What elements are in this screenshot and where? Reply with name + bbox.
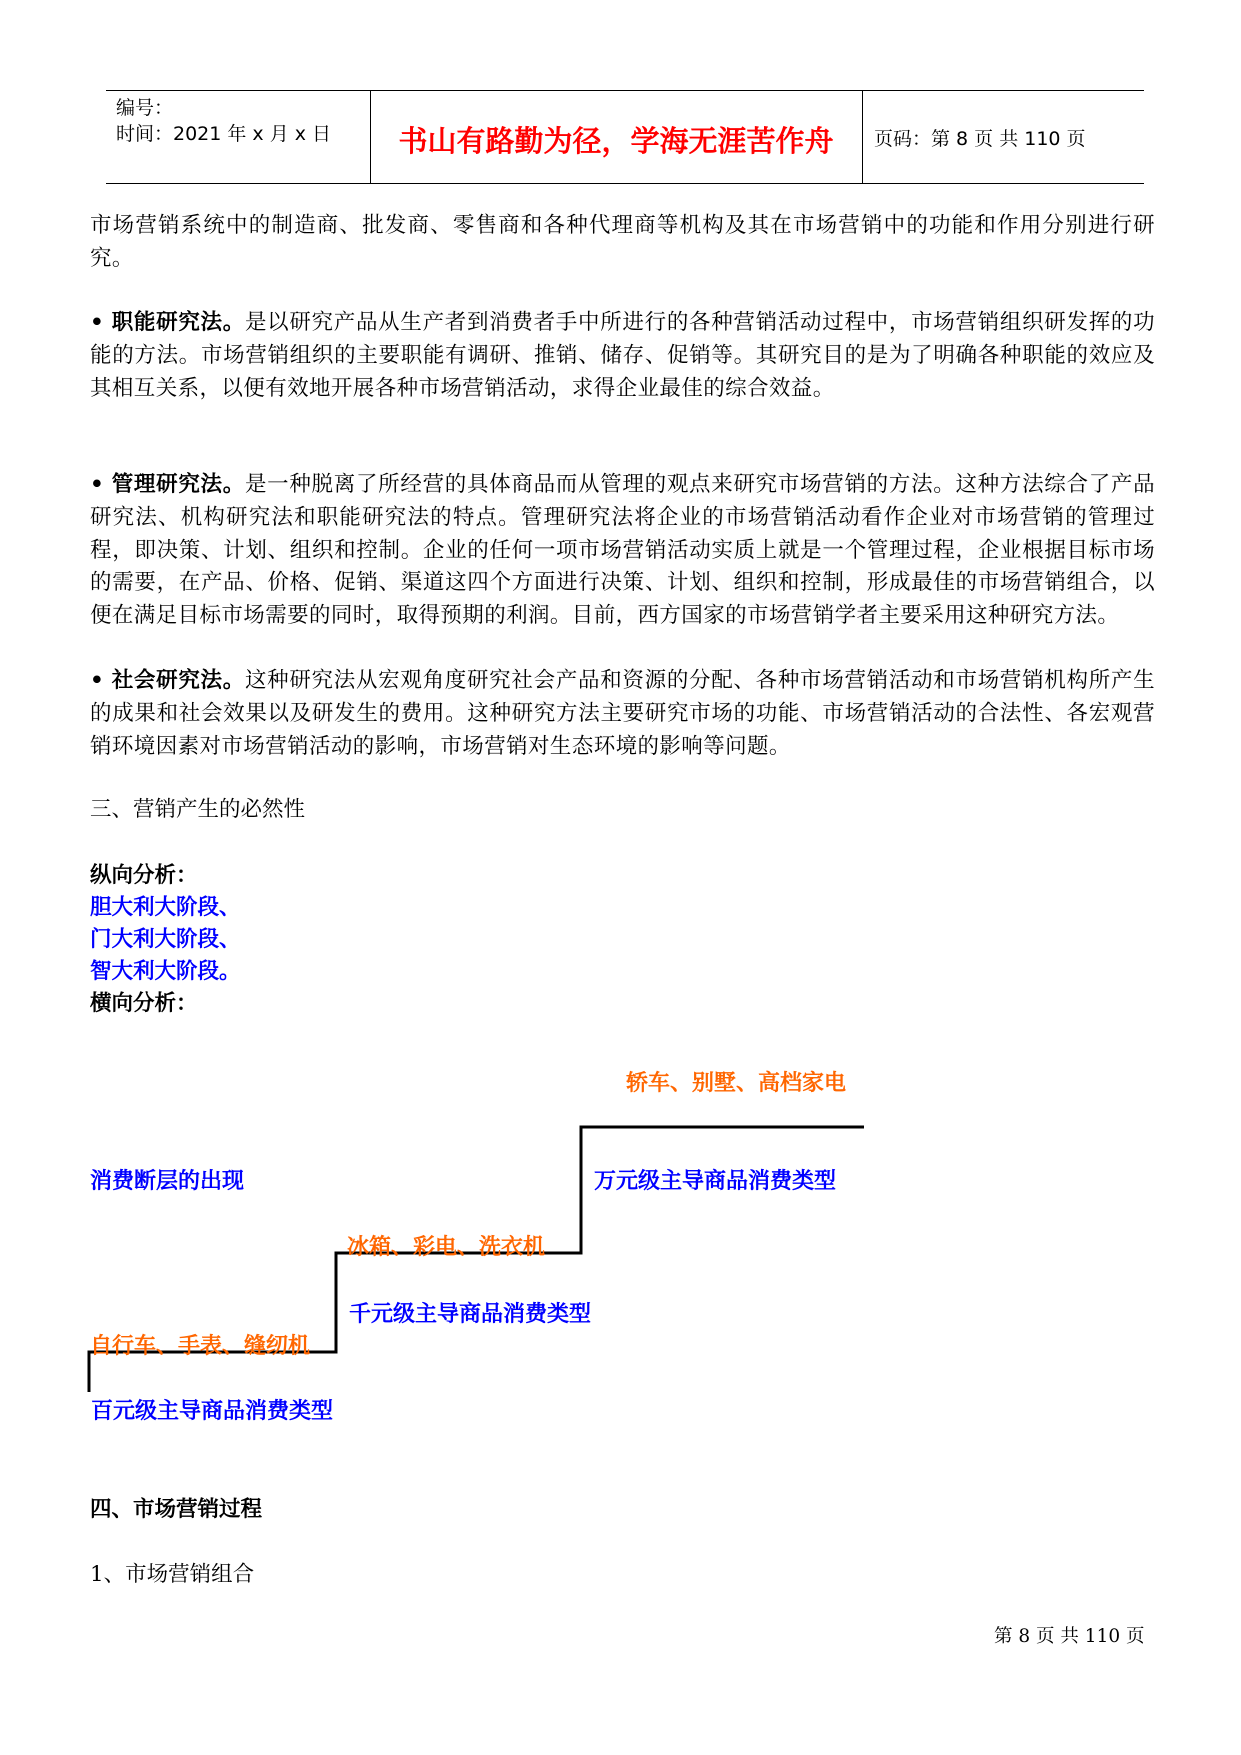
method-term: 管理研究法。 [111, 472, 245, 497]
intro-paragraph: 市场营销系统中的制造商、批发商、零售商和各种代理商等机构及其在市场营销中的功能和作用分别进行研究。 [90, 213, 1155, 271]
method-text: 是一种脱离了所经营的具体商品而从管理的观点来研究市场营销的方法。这种方法综合了产品研究法、机构研究法和职能研究法的特点。管理研究法将企业的市场营销活动看作企业对市场营销的管理过程，即决策、计划、组织和控制。企业的任何一项市场营销活动实质上就是一个管理过程，企业根据目标市场的需要，在产品、价格、促销、渠道这四个方面进行决策、计划、组织和控制，形成最佳的市场营销组合，以便在满足目标市场需要的同时，取得预期的利润。目前，西方国家的市场营销学者主要采用这种研究方法。 [90, 472, 1156, 629]
level2-goods: 冰箱、彩电、洗衣机 [347, 1235, 546, 1260]
level1-consumption-type: 百元级主导商品消费类型 [91, 1399, 334, 1424]
bullet: • [90, 668, 105, 693]
section-4-title: 四、市场营销过程 [90, 1497, 263, 1522]
horizontal-analysis-label: 横向分析： [90, 991, 198, 1016]
vertical-item: 门大利大阶段、 [90, 927, 241, 952]
page-info: 页码：第 8 页 共 110 页 [874, 128, 1086, 150]
section-3-title: 三、营销产生的必然性 [90, 797, 306, 822]
method-text: 是以研究产品从生产者到消费者手中所进行的各种营销活动过程中，市场营销组织研发挥的功能的方法。市场营销组织的主要职能有调研、推销、储存、促销等。其研究目的是为了明确各种职能的效应及其相互关系，以便有效地开展各种市场营销活动，求得企业最佳的综合效益。 [90, 310, 1156, 401]
level2-consumption-type: 千元级主导商品消费类型 [349, 1302, 592, 1327]
consumption-fault-label: 消费断层的出现 [90, 1169, 245, 1194]
vertical-analysis-label: 纵向分析： [90, 863, 198, 888]
bullet: • [90, 472, 105, 497]
level3-consumption-type: 万元级主导商品消费类型 [594, 1169, 837, 1194]
level3-goods: 轿车、别墅、高档家电 [626, 1071, 847, 1096]
bullet: • [90, 310, 105, 335]
method-term: 社会研究法。 [111, 668, 245, 693]
subsection-title: 1、市场营销组合 [90, 1562, 255, 1587]
motto: 书山有路勤为径，学海无涯苦作舟 [398, 124, 834, 158]
method-text: 这种研究法从宏观角度研究社会产品和资源的分配、各种市场营销活动和市场营销机构所产生的成果和社会效果以及研发生的费用。这种研究方法主要研究市场的功能、市场营销活动的合法性、各宏观营销环境因素对市场营销活动的影响，市场营销对生态环境的影响等问题。 [90, 668, 1156, 759]
vertical-item: 智大利大阶段。 [90, 959, 241, 984]
vertical-item: 胆大利大阶段、 [90, 895, 241, 920]
time-label: 时间：2021 年 x 月 x 日 [116, 123, 332, 145]
page-footer: 第 8 页 共 110 页 [994, 1626, 1145, 1647]
doc-number-label: 编号： [116, 97, 174, 119]
method-term: 职能研究法。 [111, 310, 245, 335]
level1-goods: 自行车、手表、缝纫机 [90, 1334, 311, 1359]
